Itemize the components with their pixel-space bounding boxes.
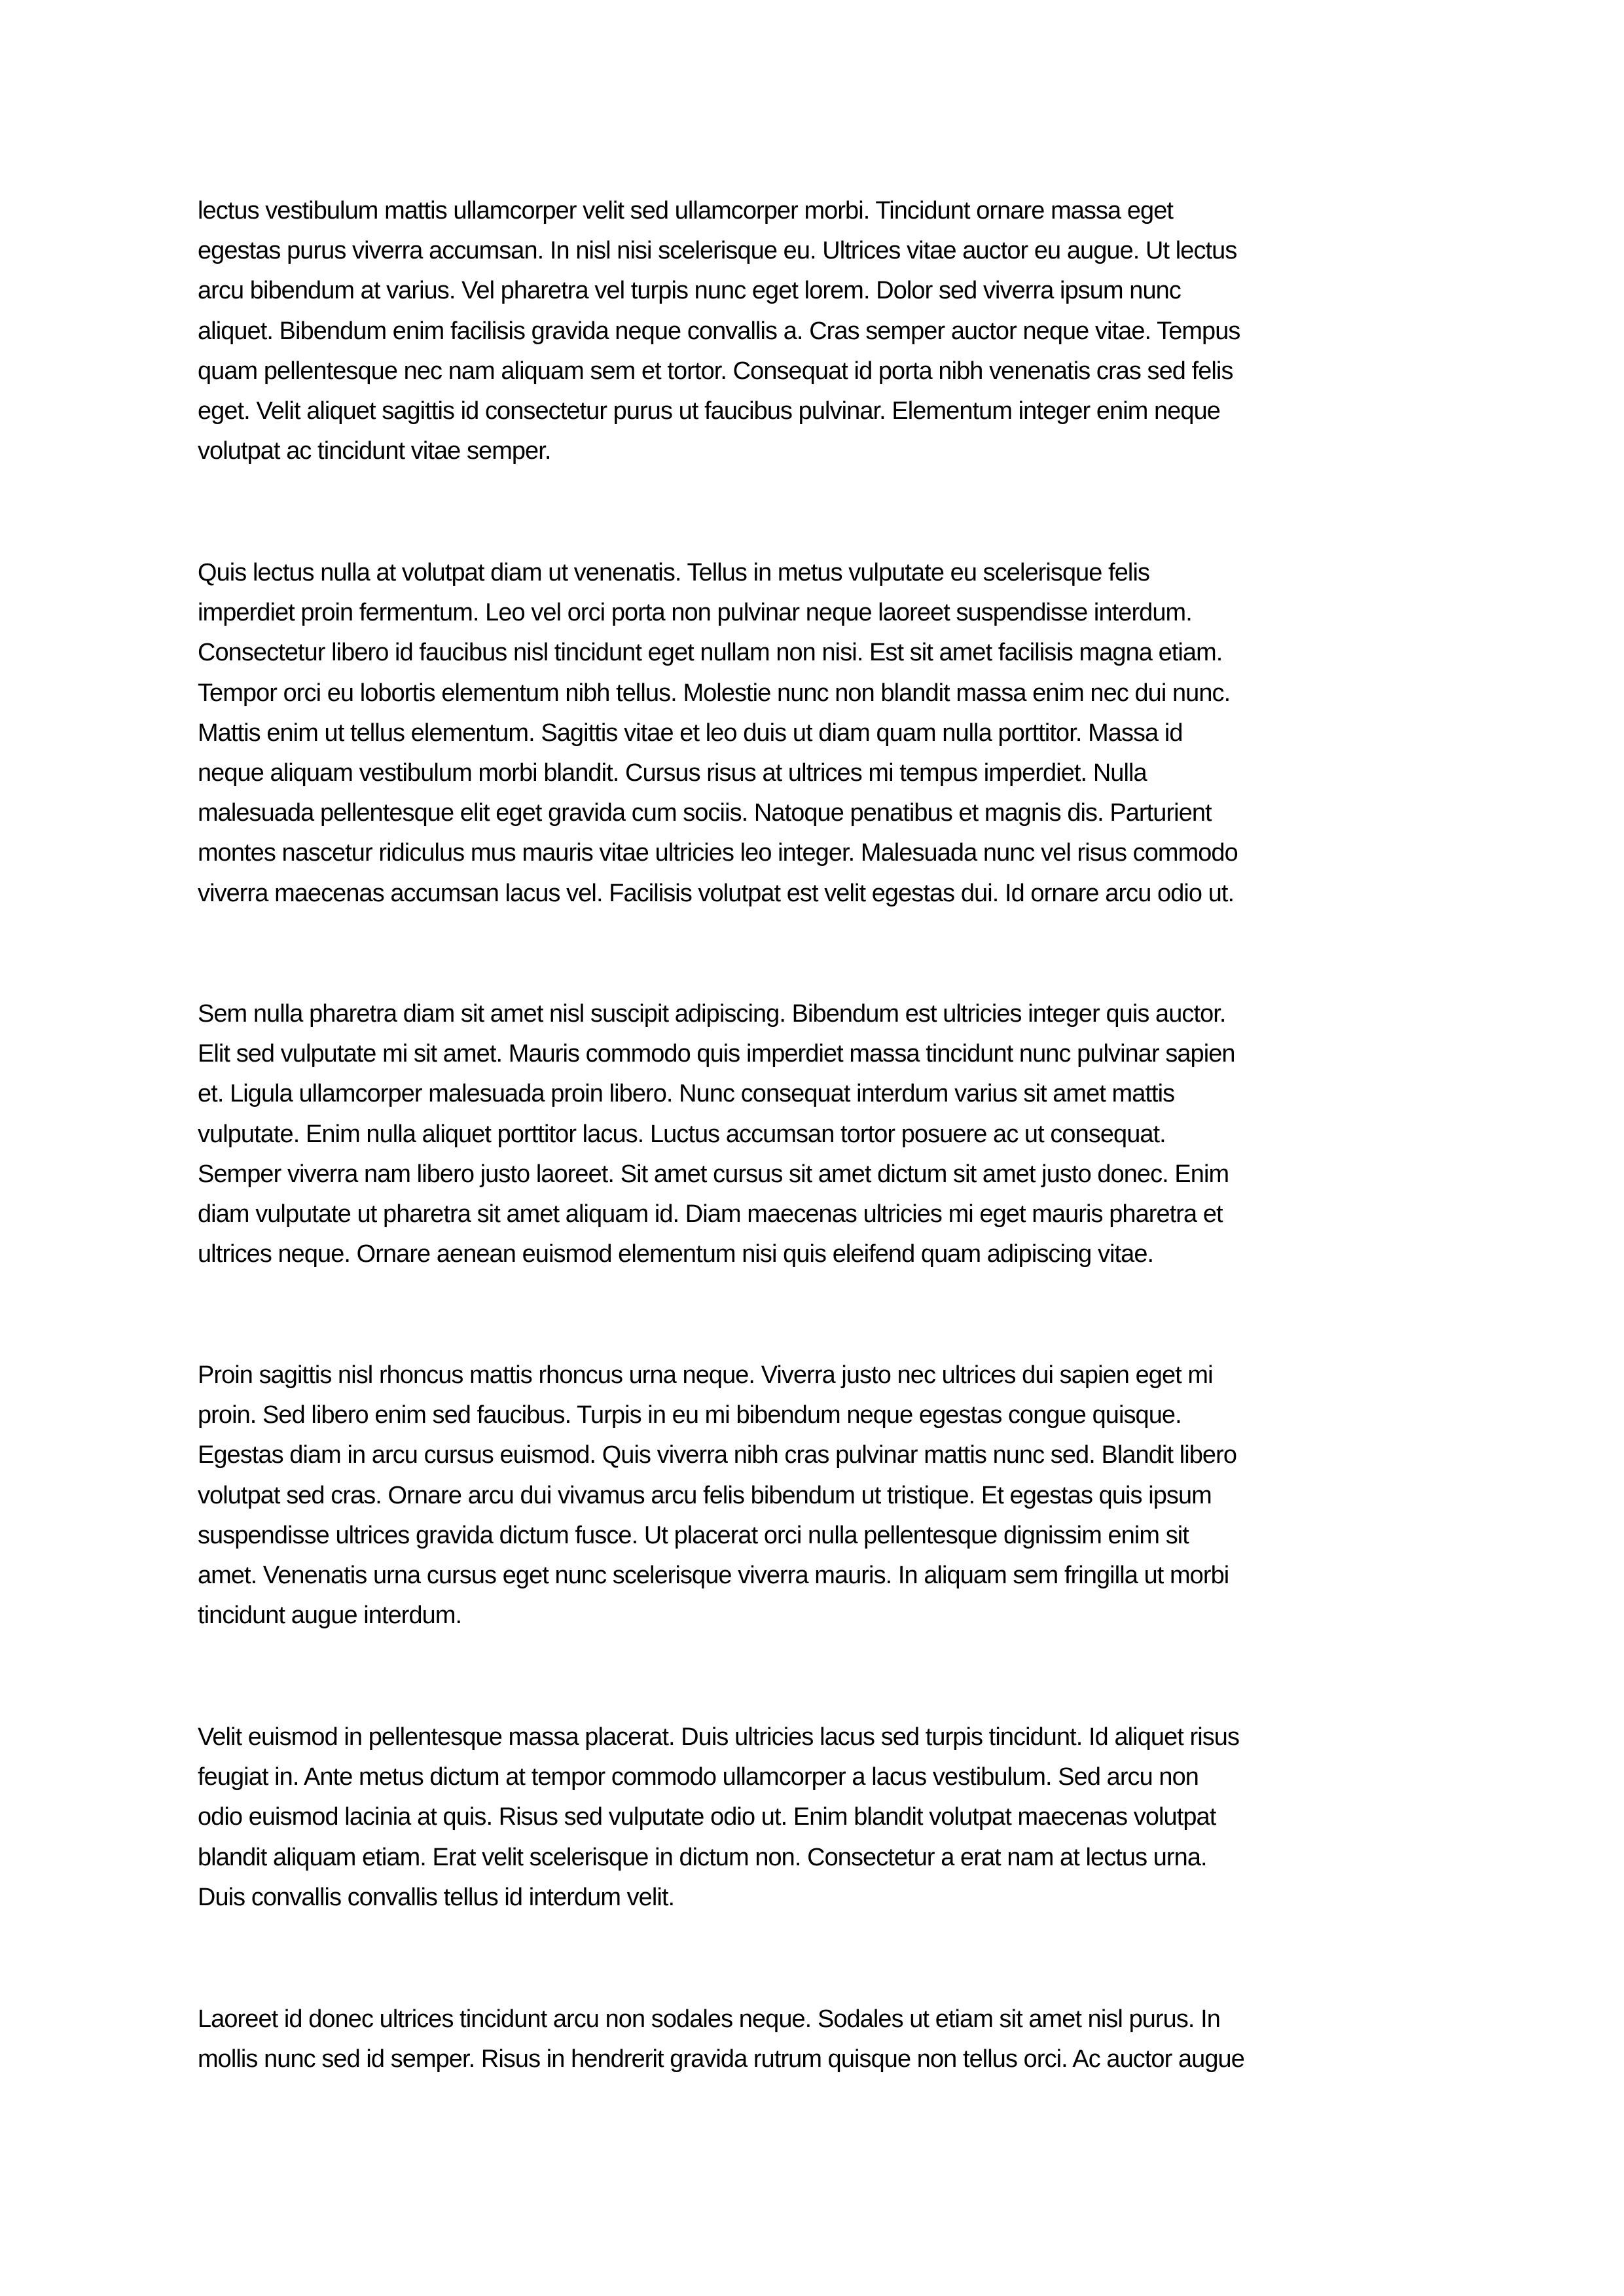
paragraph-1	[198, 191, 1441, 471]
text-line: Elit sed vulputate mi sit amet. Mauris commodo quis imperdiet massa tincidunt nunc pulvinar sapien	[198, 1040, 1235, 1068]
text-line: Velit euismod in pellentesque massa placerat. Duis ultricies lacus sed turpis tincidunt. Id aliquet risus	[198, 1723, 1240, 1751]
text-line: Proin sagittis nisl rhoncus mattis rhoncus urna neque. Viverra justo nec ultrices dui sapien eget mi	[198, 1361, 1213, 1389]
paragraph-2	[198, 553, 1441, 914]
text-line: diam vulputate ut pharetra sit amet aliquam id. Diam maecenas ultricies mi eget mauris pharetra et	[198, 1200, 1223, 1229]
text-line: proin. Sed libero enim sed faucibus. Turpis in eu mi bibendum neque egestas congue quisque.	[198, 1401, 1182, 1429]
text-line: Semper viverra nam libero justo laoreet. Sit amet cursus sit amet dictum sit amet justo donec. Enim	[198, 1160, 1229, 1188]
text-line: Quis lectus nulla at volutpat diam ut venenatis. Tellus in metus vulputate eu scelerisque felis	[198, 559, 1150, 586]
text-line: suspendisse ultrices gravida dictum fusce. Ut placerat orci nulla pellentesque dignissim enim sit	[198, 1521, 1189, 1549]
text-line: tincidunt augue interdum.	[198, 1602, 462, 1630]
text-line: montes nascetur ridiculus mus mauris vitae ultricies leo integer. Malesuada nunc vel risus commodo	[198, 839, 1238, 867]
text-line: feugiat in. Ante metus dictum at tempor commodo ullamcorper a lacus vestibulum. Sed arcu non	[198, 1763, 1199, 1791]
text-line: lectus vestibulum mattis ullamcorper velit sed ullamcorper morbi. Tincidunt ornare massa eget	[198, 197, 1174, 224]
text-line: neque aliquam vestibulum morbi blandit. Cursus risus at ultrices mi tempus imperdiet. Nulla	[198, 759, 1147, 787]
text-line: malesuada pellentesque elit eget gravida cum sociis. Natoque penatibus et magnis dis. Parturient	[198, 799, 1212, 827]
text-line: Duis convallis convallis tellus id interdum velit.	[198, 1883, 675, 1911]
text-line: volutpat ac tincidunt vitae semper.	[198, 437, 551, 465]
text-line: eget. Velit aliquet sagittis id consectetur purus ut faucibus pulvinar. Elementum integer enim neque	[198, 397, 1220, 425]
text-line: egestas purus viverra accumsan. In nisl nisi scelerisque eu. Ultrices vitae auctor eu augue. Ut lectus	[198, 237, 1237, 265]
paragraph-6	[198, 2000, 1441, 2079]
text-line: Sem nulla pharetra diam sit amet nisl suscipit adipiscing. Bibendum est ultricies integer quis auctor.	[198, 1000, 1226, 1028]
text-line: mollis nunc sed id semper. Risus in hendrerit gravida rutrum quisque non tellus orci. Ac auctor augue	[198, 2045, 1244, 2073]
text-line: Laoreet id donec ultrices tincidunt arcu non sodales neque. Sodales ut etiam sit amet nisl purus. In	[198, 2005, 1220, 2033]
text-line: viverra maecenas accumsan lacus vel. Facilisis volutpat est velit egestas dui. Id ornare arcu odio ut.	[198, 879, 1235, 907]
text-line: arcu bibendum at varius. Vel pharetra vel turpis nunc eget lorem. Dolor sed viverra ipsum nunc	[198, 277, 1181, 305]
text-line: odio euismod lacinia at quis. Risus sed vulputate odio ut. Enim blandit volutpat maecenas volutpat	[198, 1803, 1216, 1831]
text-line: Egestas diam in arcu cursus euismod. Quis viverra nibh cras pulvinar mattis nunc sed. Blandit libero	[198, 1441, 1237, 1469]
text-line: Mattis enim ut tellus elementum. Sagittis vitae et leo duis ut diam quam nulla porttitor. Massa id	[198, 719, 1183, 747]
text-line: vulputate. Enim nulla aliquet porttitor lacus. Luctus accumsan tortor posuere ac ut consequat.	[198, 1120, 1166, 1148]
paragraph-3	[198, 994, 1441, 1274]
paragraph-5	[198, 1717, 1441, 1918]
text-line: volutpat sed cras. Ornare arcu dui vivamus arcu felis bibendum ut tristique. Et egestas quis ipsum	[198, 1481, 1212, 1509]
text-line: quam pellentesque nec nam aliquam sem et tortor. Consequat id porta nibh venenatis cras sed felis	[198, 357, 1233, 385]
paragraph-4	[198, 1355, 1441, 1636]
text-line: et. Ligula ullamcorper malesuada proin libero. Nunc consequat interdum varius sit amet mattis	[198, 1080, 1175, 1108]
text-line: ultrices neque. Ornare aenean euismod elementum nisi quis eleifend quam adipiscing vitae.	[198, 1240, 1154, 1268]
text-line: imperdiet proin fermentum. Leo vel orci porta non pulvinar neque laoreet suspendisse interdum.	[198, 599, 1192, 627]
text-line: amet. Venenatis urna cursus eget nunc scelerisque viverra mauris. In aliquam sem fringilla ut morbi	[198, 1562, 1229, 1590]
text-line: Consectetur libero id faucibus nisl tincidunt eget nullam non nisi. Est sit amet facilisis magna etiam.	[198, 639, 1223, 667]
text-line: blandit aliquam etiam. Erat velit scelerisque in dictum non. Consectetur a erat nam at lectus urna.	[198, 1843, 1207, 1871]
text-line: Tempor orci eu lobortis elementum nibh tellus. Molestie nunc non blandit massa enim nec dui nunc.	[198, 679, 1231, 707]
text-line: aliquet. Bibendum enim facilisis gravida neque convallis a. Cras semper auctor neque vitae. Tempus	[198, 317, 1240, 345]
